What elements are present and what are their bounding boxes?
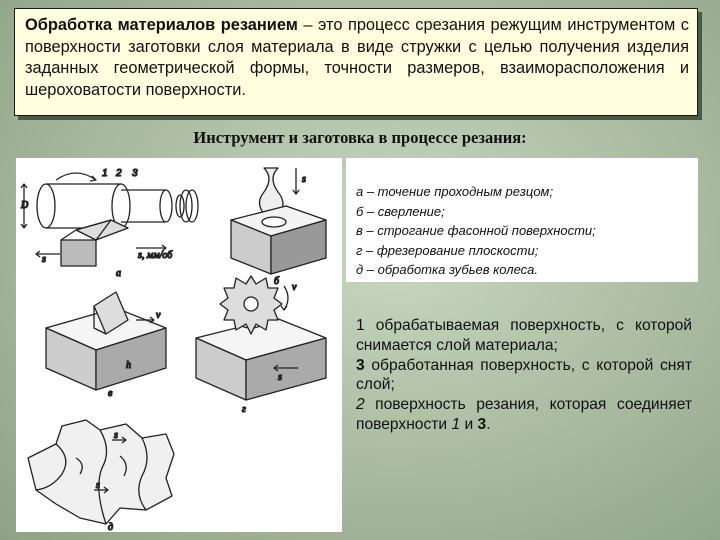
cutting-figures-panel [16,158,342,532]
note-ref-1: 1 [451,415,461,433]
note-number: 3 [356,356,365,374]
label-fig-b: б [274,276,280,287]
label-sz-1: s [114,430,118,441]
label-s-drill: s [302,174,306,185]
note-ref-3: 3 [477,415,487,433]
figure-planing [46,292,166,390]
surface-notes [356,316,692,435]
legend-item-turning: а – точение проходным резцом; [356,184,554,199]
label-fig-a: а [116,268,121,279]
label-s-milling: s [278,372,282,383]
label-v-planing: v [156,310,161,321]
definition-text: – это процесс срезания режущим инструментом с поверхности заготовки слоя материала в виде стружки с целью получения изделия заданных геометрической формы, точности размеров, взаиморасположения и шероховатости поверхности. [25,16,690,99]
label-1: 1 [102,168,108,179]
note-text-end: . [486,415,491,433]
note-surface-1 [356,316,692,356]
definition-box [14,8,698,116]
label-v-milling: v [292,282,297,293]
note-surface-2 [356,395,692,435]
note-text: обрабатываемая поверхность, с которой снимается слой материала; [356,317,692,354]
figure-milling [196,276,326,400]
legend-item-milling: г – фрезерование плоскости; [356,242,539,258]
note-text-mid: и [460,415,478,433]
label-2: 2 [116,168,122,179]
note-number: 2 [356,396,365,414]
label-fig-g: г [242,404,246,415]
note-text: поверхность резания, которая соединяет поверхности [356,396,692,433]
label-s-rev: s, мм/об [138,250,173,261]
label-s: s [42,254,46,265]
label-fig-v: в [108,388,113,399]
figure-legend [346,158,698,282]
note-number: 1 [356,317,365,334]
definition-term: Обработка материалов резанием [25,16,298,34]
cutting-figures-illustration [16,158,342,532]
figure-subtitle: Инструмент и заготовка в процессе резания: [193,128,527,147]
label-fig-d: д [108,522,114,532]
legend-item-planing: в – строгание фасонной поверхности; [356,223,596,239]
label-sz-2: s [96,480,100,491]
note-text: обработанная поверхность, с которой снят слой; [356,356,692,394]
figure-drilling [231,168,326,274]
legend-item-gear: д – обработка зубьев колеса. [356,262,539,278]
figure-gear-teeth [28,420,174,524]
label-3: 3 [132,168,138,179]
legend-item-drilling: б – сверление; [356,203,445,219]
label-h: h [126,360,131,371]
label-D: D [21,200,29,211]
note-surface-3 [356,356,692,396]
